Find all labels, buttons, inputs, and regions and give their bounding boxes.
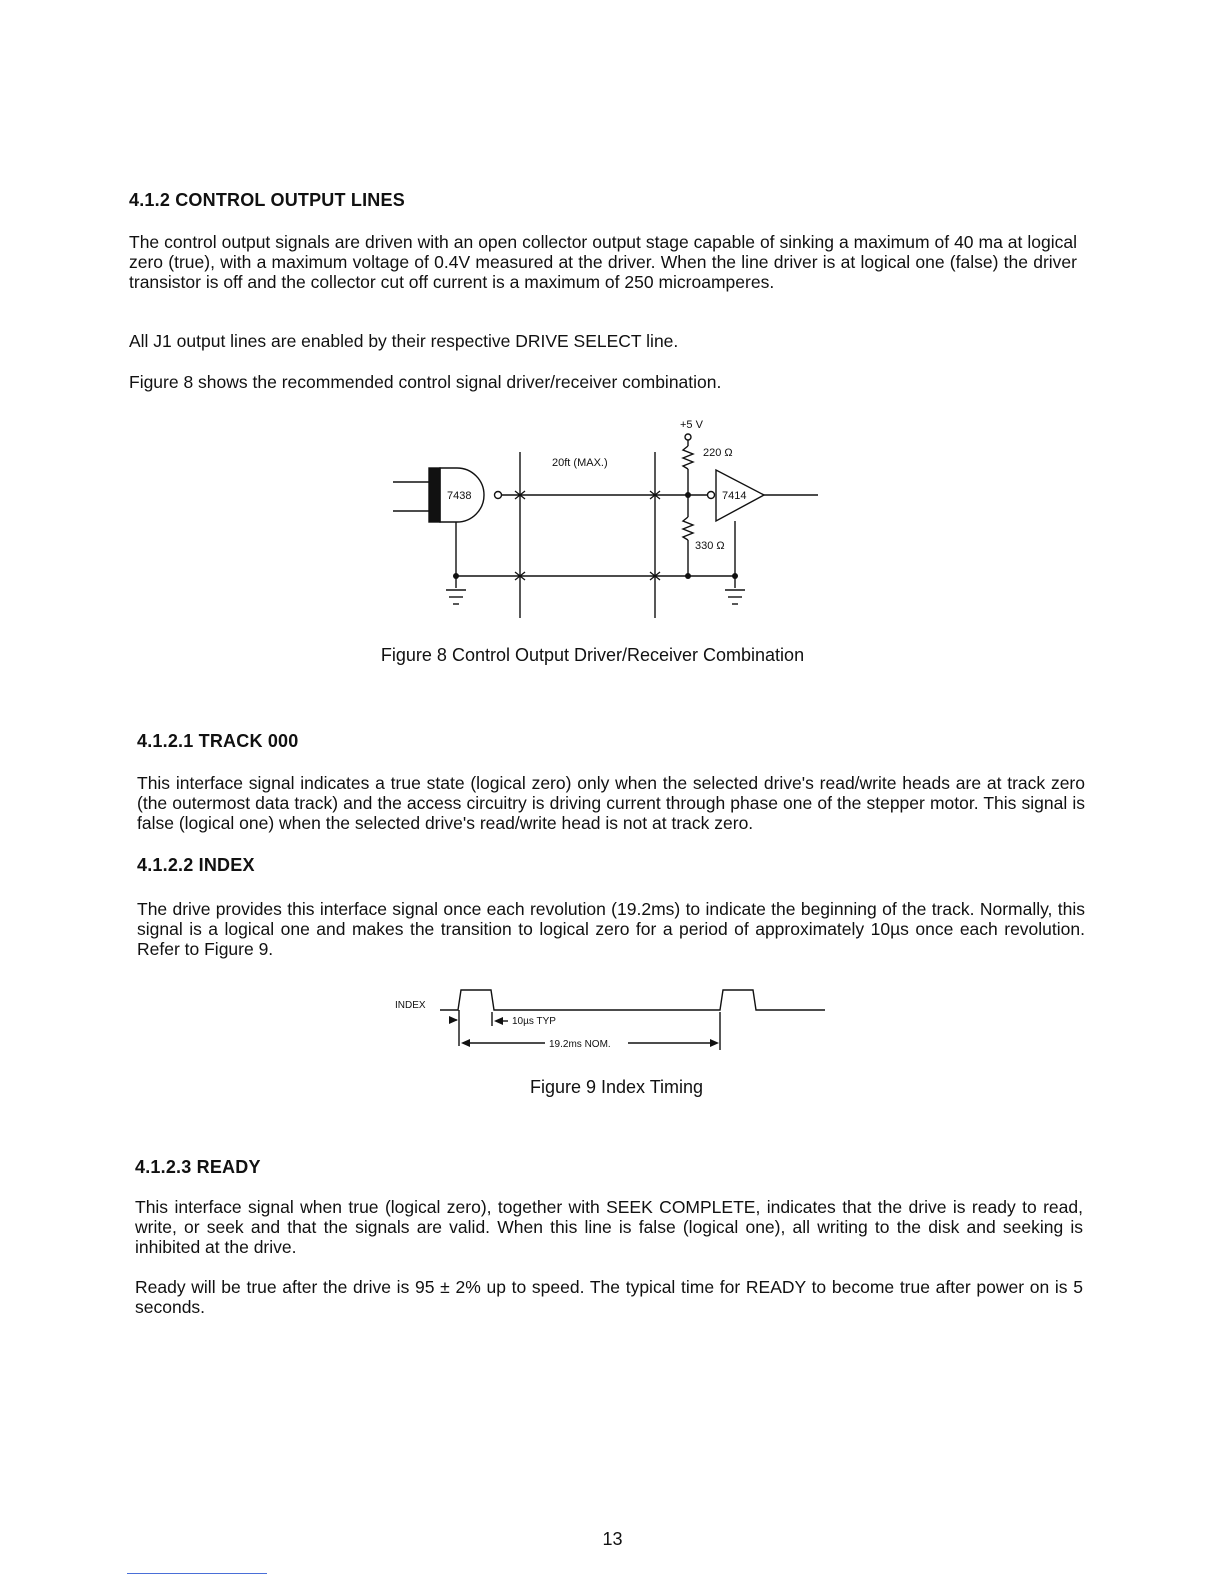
receiver-gate-label: 7414	[722, 490, 747, 502]
ready-paragraph: This interface signal when true (logical zero), together with SEEK COMPLETE, indicates that the drive is ready to read, write, or seek and that the signals are valid. When this line is false (logical one), all writing to the disk and seeking is inhibited at the drive.	[135, 1197, 1083, 1257]
cable-length-label: 20ft (MAX.)	[552, 457, 608, 469]
figure9-caption: Figure 9 Index Timing	[529, 1077, 704, 1097]
index-waveform	[440, 990, 825, 1010]
figure8-reference-paragraph: Figure 8 shows the recommended control signal driver/receiver combination.	[129, 372, 722, 392]
section-heading-track-000: 4.1.2.1 TRACK 000	[137, 731, 299, 751]
footer-rule	[127, 1573, 267, 1574]
figure8-caption: Figure 8 Control Output Driver/Receiver Combination	[380, 645, 805, 665]
page-number: 13	[602, 1529, 623, 1549]
pullup-resistor-label: 220 Ω	[703, 447, 733, 459]
control-output-paragraph: The control output signals are driven with an open collector output stage capable of sinking a maximum of 40 ma at logical zero (true), with a maximum voltage of 0.4V measured at the driver. When the line driver is at logical one (false) the driver transistor is off and the collector cut off current is a maximum of 250 microamperes.	[129, 232, 1077, 292]
index-paragraph: The drive provides this interface signal once each revolution (19.2ms) to indicate the beginning of the track. Normally, this signal is a logical one and makes the transition to logical zero for a period of approximately 10µs once each revolution. Refer to Figure 9.	[137, 899, 1085, 959]
pulse-width-label: 10µs TYP	[512, 1016, 556, 1027]
supply-voltage-label: +5 V	[680, 419, 703, 431]
period-label: 19.2ms NOM.	[549, 1039, 611, 1050]
pulldown-resistor-label: 330 Ω	[695, 540, 725, 552]
drive-select-paragraph: All J1 output lines are enabled by their respective DRIVE SELECT line.	[129, 331, 679, 351]
section-heading-index: 4.1.2.2 INDEX	[137, 855, 255, 875]
index-signal-label: INDEX	[395, 1000, 426, 1011]
section-heading-control-output-lines: 4.1.2 CONTROL OUTPUT LINES	[129, 190, 405, 210]
driver-gate-label: 7438	[447, 490, 472, 502]
figure9-timing-diagram	[390, 985, 830, 1055]
figure8-schematic	[390, 415, 830, 625]
track-000-paragraph: This interface signal indicates a true state (logical zero) only when the selected drive's read/write heads are at track zero (the outermost data track) and the access circuitry is driving current through phase one of the stepper motor. This signal is false (logical one) when the selected drive's read/write head is not at track zero.	[137, 773, 1085, 833]
ready-timing-paragraph: Ready will be true after the drive is 95 ± 2% up to speed. The typical time for READY to become true after power on is 5 seconds.	[135, 1277, 1083, 1317]
section-heading-ready: 4.1.2.3 READY	[135, 1157, 261, 1177]
